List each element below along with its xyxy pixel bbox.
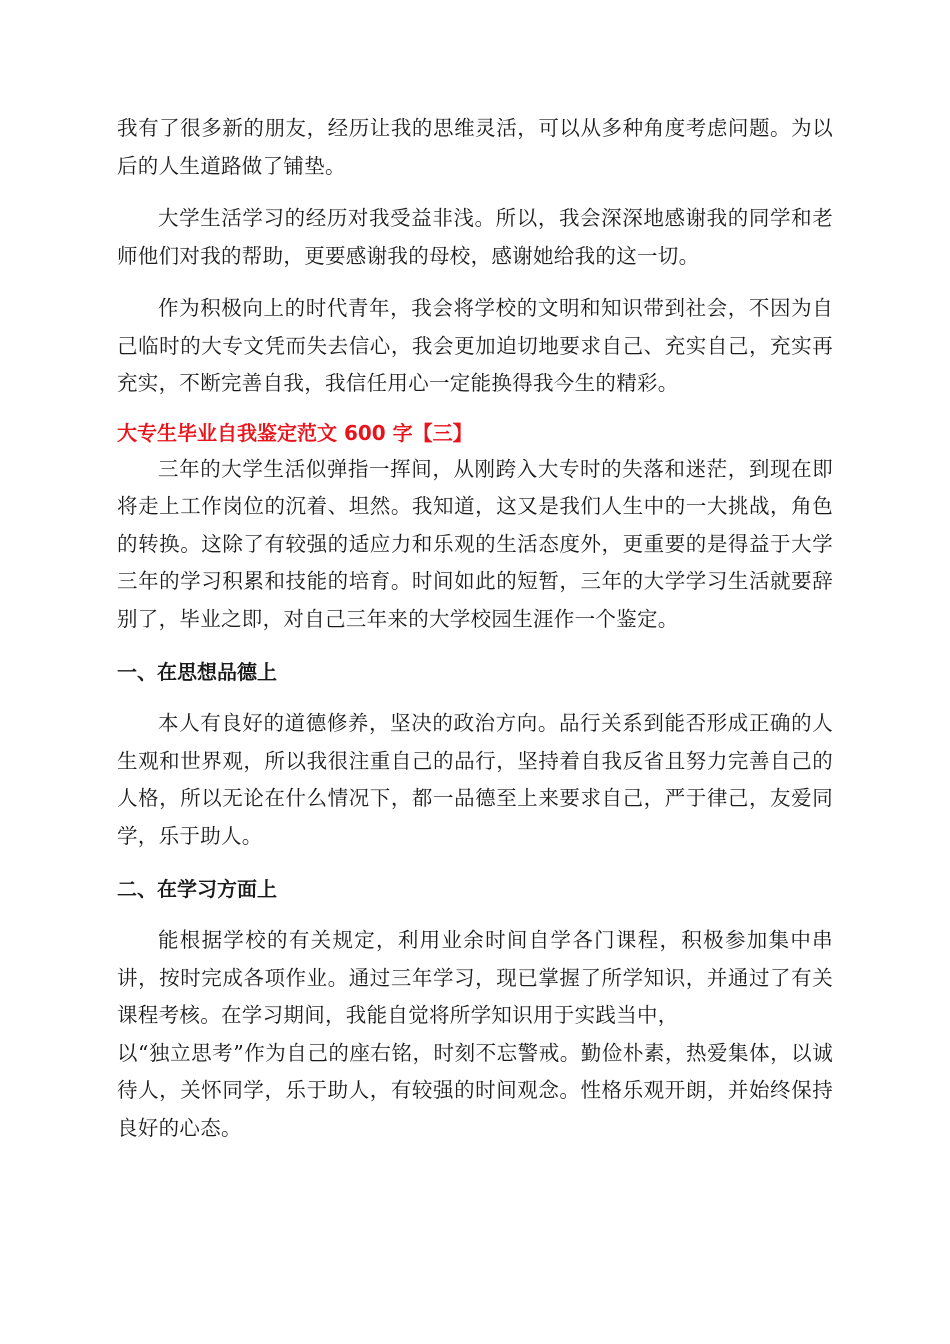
heading-moral-character: 一、在思想品德上	[117, 660, 277, 684]
paragraph-gratitude: 大学生活学习的经历对我受益非浅。所以，我会深深地感谢我的同学和老师他们对我的帮助，更要感谢我的母校，感谢她给我的这一切。	[117, 206, 833, 268]
paragraph-study-part1: 能根据学校的有关规定，利用业余时间自学各门课程，积极参加集中串讲，按时完成各项作业。通过三年学习，现已掌握了所学知识，并通过了有关课程考核。在学习期间，我能自觉将所学知识用于实践当中，	[117, 928, 833, 1027]
heading-study: 二、在学习方面上	[117, 877, 277, 901]
paragraph-section-three-intro: 三年的大学生活似弹指一挥间，从刚跨入大专时的失落和迷茫，到现在即将走上工作岗位的沉着、坦然。我知道，这又是我们人生中的一大挑战，角色的转换。这除了有较强的适应力和乐观的生活态度外，更重要的是得益于大学三年的学习积累和技能的培育。时间如此的短暂，三年的大学学习生活就要辞别了，毕业之即，对自己三年来的大学校园生涯作一个鉴定。	[117, 456, 833, 631]
paragraph-confidence: 作为积极向上的时代青年，我会将学校的文明和知识带到社会，不因为自己临时的大专文凭而失去信心，我会更加迫切地要求自己、充实自己，充实再充实，不断完善自我，我信任用心一定能换得我今生的精彩。	[117, 296, 833, 395]
section-three-title: 大专生毕业自我鉴定范文 600 字【三】	[117, 420, 473, 445]
paragraph-moral-character: 本人有良好的道德修养，坚决的政治方向。品行关系到能否形成正确的人生观和世界观，所以我很注重自己的品行，坚持着自我反省且努力完善自己的人格，所以无论在什么情况下，都一品德至上来要求自己，严于律己，友爱同学，乐于助人。	[117, 711, 833, 848]
paragraph-study	[117, 922, 833, 1147]
paragraph-study-part2: 以“独立思考”作为自己的座右铭，时刻不忘警戒。勤俭朴素，热爱集体，以诚待人，关怀同学，乐于助人，有较强的时间观念。性格乐观开朗，并始终保持良好的心态。	[117, 1040, 833, 1140]
paragraph-friends: 我有了很多新的朋友，经历让我的思维灵活，可以从多种角度考虑问题。为以后的人生道路做了铺垫。	[117, 116, 833, 178]
document-page	[117, 110, 833, 1147]
